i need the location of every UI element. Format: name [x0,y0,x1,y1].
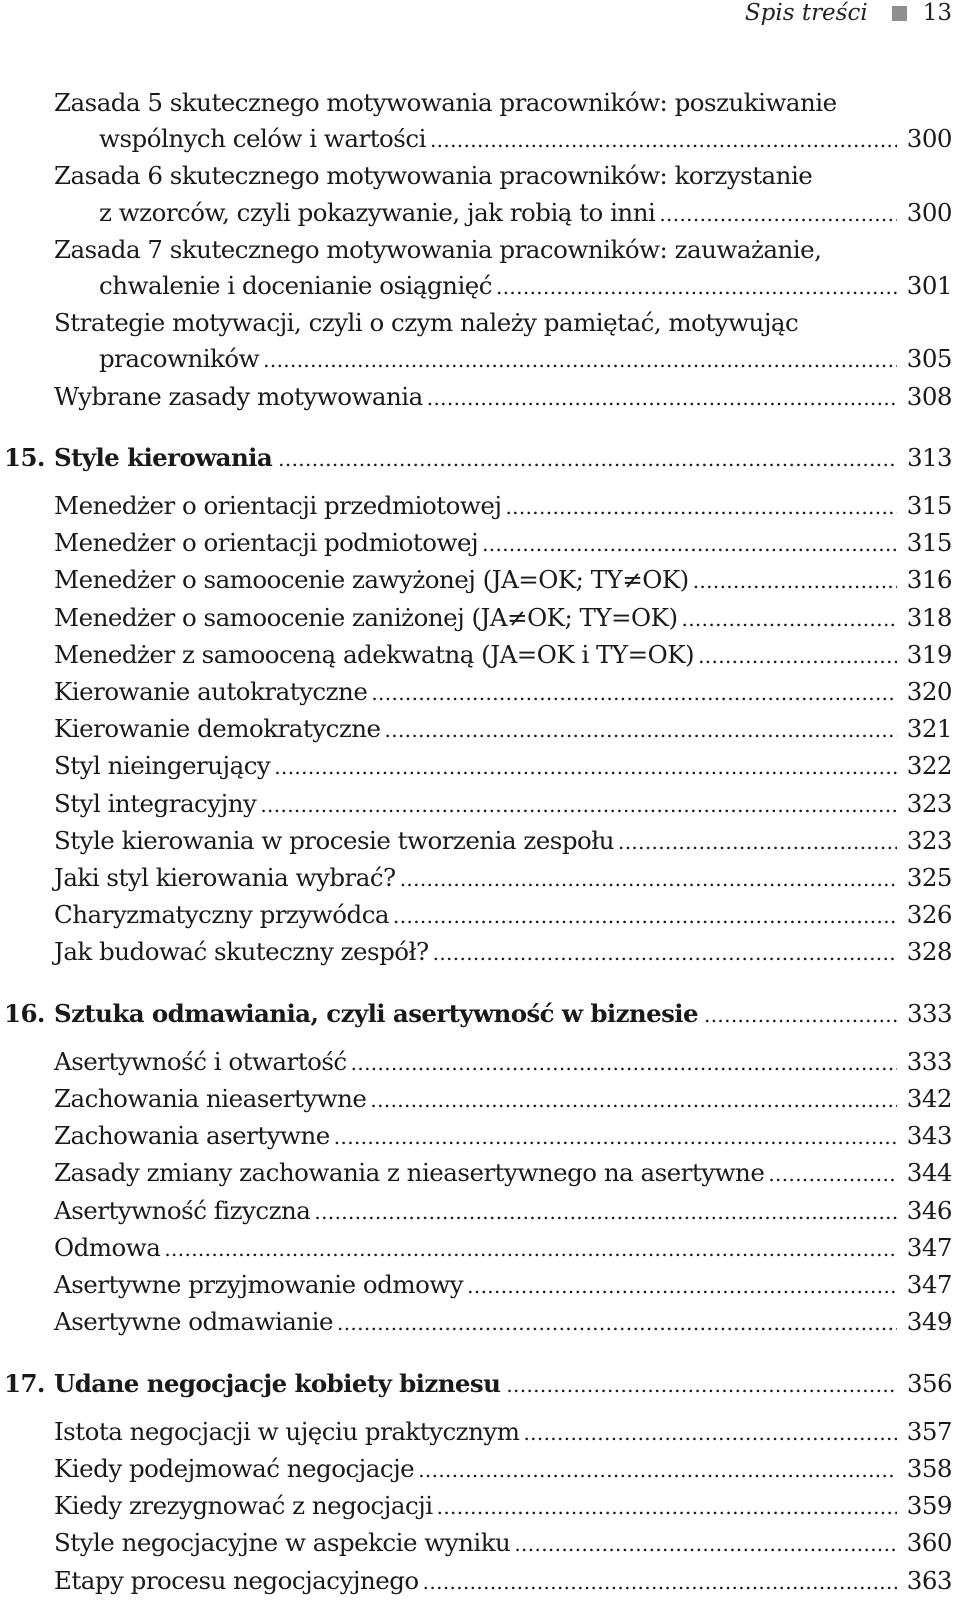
chapter-number: 17. [4,1368,45,1398]
toc-entry [54,1488,952,1525]
dot-leader [351,1044,897,1081]
toc-entry [54,1155,952,1192]
toc-entry [54,562,952,599]
entry-page-number: 343 [906,1121,952,1151]
entry-title: Style kierowania w procesie tworzenia zespołu [54,825,614,855]
toc-entry-line [54,488,952,525]
entry-title: Zasady zmiany zachowania z nieasertywnego na asertywne [54,1158,765,1188]
dot-leader [274,748,896,785]
entry-title: Kierowanie autokratyczne [54,677,368,707]
toc-entry [54,1563,952,1600]
dot-leader [400,860,897,897]
chapter-number: 16. [4,998,45,1028]
entry-page-number: 328 [906,937,952,967]
entry-title: Zasada 7 skutecznego motywowania pracowników: zauważanie, [54,234,822,264]
entry-title: Istota negocjacji w ujęciu praktycznym [54,1416,520,1446]
entry-page-number: 301 [906,271,952,301]
entry-page-number: 322 [906,751,952,781]
entry-title: Zasada 6 skutecznego motywowania pracowników: korzystanie [54,161,813,191]
toc-entry-continuation-line [54,341,952,378]
toc-entry-line [54,305,952,341]
entry-page-number: 357 [906,1416,952,1446]
toc-entry [54,748,952,785]
toc-entry-line [54,1155,952,1192]
toc-entry [54,637,952,674]
entry-title: Asertywność i otwartość [54,1046,347,1076]
toc-entry [54,305,952,378]
entry-title: Menedżer z samooceną adekwatną (JA=OK i TY=OK) [54,639,695,669]
toc-entry-line [54,379,952,416]
table-of-contents [0,85,960,1600]
entry-title: Asertywność fizyczna [54,1195,311,1225]
toc-entry-line [54,562,952,599]
toc-entry [54,379,952,416]
entry-title: Menedżer o samoocenie zawyżonej (JA=OK; TY≠OK) [54,565,689,595]
toc-entry-line [54,823,952,860]
toc-entry [54,232,952,305]
entry-page-number: 315 [906,528,952,558]
toc-entry [54,1230,952,1267]
entry-title: pracowników [99,344,260,374]
toc-entry [54,1414,952,1451]
entry-title: Wybrane zasady motywowania [54,381,423,411]
toc-entry-line [54,748,952,785]
toc-entry-line [54,897,952,934]
toc-entry-line [54,600,952,637]
toc-entry-line [54,1563,952,1600]
entry-page-number: 315 [906,491,952,521]
chapter-title: Sztuka odmawiania, czyli asertywność w biznesie [54,998,698,1028]
dot-leader [682,600,897,637]
entry-page-number: 358 [906,1453,952,1483]
toc-entry-line [54,1044,952,1081]
dot-leader [337,1304,897,1341]
entry-title: Menedżer o orientacji podmiotowej [54,528,479,558]
entry-page-number: 359 [906,1491,952,1521]
entry-title: Jak budować skuteczny zespół? [54,937,429,967]
toc-chapter-line [4,440,952,477]
toc-entry [54,1267,952,1304]
toc-entry [54,823,952,860]
entry-title: Odmowa [54,1232,161,1262]
toc-entry [54,934,952,971]
entry-page-number: 319 [906,639,952,669]
entry-title: Asertywne odmawianie [54,1307,333,1337]
entry-page-number: 320 [906,677,952,707]
chapter-title: Style kierowania [54,442,273,472]
entry-page-number: 344 [906,1158,952,1188]
toc-entry [54,1118,952,1155]
entry-title: Styl integracyjny [54,788,257,818]
running-header [745,0,952,26]
toc-entry-line [54,232,952,268]
toc-entry-line [54,525,952,562]
dot-leader [698,637,897,674]
entry-title: Zasada 5 skutecznego motywowania pracowników: poszukiwanie [54,88,837,117]
toc-entry [54,1193,952,1230]
entry-title: Menedżer o orientacji przedmiotowej [54,491,502,521]
toc-entry [54,85,952,158]
entry-title: Zachowania nieasertywne [54,1084,367,1114]
dot-leader [260,786,896,823]
entry-page-number: 342 [906,1084,952,1114]
dot-leader [334,1118,897,1155]
chapter-page-number: 313 [907,442,952,472]
toc-entry-line [54,674,952,711]
dot-leader [164,1230,896,1267]
toc-entry [54,860,952,897]
toc-entry-line [54,1525,952,1562]
entry-page-number: 308 [906,381,952,411]
entry-title: Kiedy zrezygnować z negocjacji [54,1491,433,1521]
toc-entry [54,1304,952,1341]
entry-page-number: 316 [906,565,952,595]
entry-page-number: 300 [906,197,952,227]
toc-entry [54,600,952,637]
running-header-page-number: 13 [922,0,952,26]
entry-title: Styl nieingerujący [54,751,271,781]
entry-page-number: 325 [906,863,952,893]
toc-entry [54,1451,952,1488]
entry-title: Kiedy podejmować negocjacje [54,1453,415,1483]
entry-title: z wzorców, czyli pokazywanie, jak robią to inni [99,197,656,227]
dot-leader [704,996,897,1033]
entry-title: Etapy procesu negocjacyjnego [54,1565,419,1595]
toc-entry-line [54,1193,952,1230]
dot-leader [427,379,897,416]
entry-title: Charyzmatyczny przywódca [54,900,390,930]
toc-entry [54,674,952,711]
entry-page-number: 326 [906,900,952,930]
dot-leader [467,1267,897,1304]
toc-entry-line [54,1118,952,1155]
dot-leader [278,440,897,477]
toc-chapter [4,996,952,1033]
dot-leader [618,823,897,860]
dot-leader [370,1081,896,1118]
dot-leader [433,934,897,971]
running-header-title: Spis treści [744,0,868,26]
toc-entry [54,1525,952,1562]
toc-entry-line [54,711,952,748]
dot-leader [263,341,897,378]
entry-title: Menedżer o samoocenie zaniżonej (JA≠OK; TY=OK) [54,602,678,632]
toc-entry [54,525,952,562]
chapter-title: Udane negocjacje kobiety biznesu [54,1368,501,1398]
entry-page-number: 360 [906,1528,952,1558]
dot-leader [693,562,897,599]
toc-entry [54,1044,952,1081]
entry-page-number: 300 [906,124,952,154]
entry-page-number: 363 [906,1565,952,1595]
toc-entry-line [54,85,952,121]
toc-entry-line [54,1451,952,1488]
toc-chapter [4,440,952,477]
dot-leader [482,525,897,562]
dot-leader [393,897,897,934]
dot-leader [496,268,897,305]
dot-leader [523,1414,896,1451]
dot-leader [418,1451,897,1488]
dot-leader [385,711,897,748]
toc-entry-line [54,1081,952,1118]
entry-title: Strategie motywacji, czyli o czym należy pamiętać, motywując [54,308,799,338]
chapter-page-number: 356 [907,1368,952,1398]
toc-entry-continuation-line [54,121,952,158]
toc-entry-line [54,860,952,897]
toc-entry [54,158,952,231]
toc-entry-line [54,1304,952,1341]
toc-entry-line [54,786,952,823]
toc-entry-continuation-line [54,268,952,305]
entry-title: Style negocjacyjne w aspekcie wyniku [54,1528,511,1558]
toc-entry [54,711,952,748]
entry-page-number: 305 [906,344,952,374]
toc-chapter-line [4,996,952,1033]
entry-page-number: 323 [906,788,952,818]
entry-page-number: 347 [906,1270,952,1300]
toc-entry-line [54,1267,952,1304]
entry-page-number: 333 [906,1046,952,1076]
dot-leader [423,1563,897,1600]
entry-page-number: 346 [906,1195,952,1225]
entry-title: wspólnych celów i wartości [99,124,426,154]
entry-page-number: 323 [906,825,952,855]
dot-leader [371,674,896,711]
toc-entry-line [54,637,952,674]
square-bullet-icon [892,6,907,21]
toc-entry-line [54,1488,952,1525]
entry-page-number: 318 [906,602,952,632]
entry-title: Kierowanie demokratyczne [54,714,381,744]
toc-entry [54,786,952,823]
entry-title: Jaki styl kierowania wybrać? [54,863,396,893]
toc-chapter-line [4,1366,952,1403]
entry-title: Zachowania asertywne [54,1121,330,1151]
dot-leader [437,1488,897,1525]
toc-entry-line [54,934,952,971]
toc-entry-line [54,158,952,194]
dot-leader [768,1155,896,1192]
dot-leader [514,1525,896,1562]
toc-entry [54,488,952,525]
chapter-number: 15. [4,442,45,472]
dot-leader [659,195,896,232]
chapter-page-number: 333 [907,998,952,1028]
entry-title: chwalenie i docenianie osiągnięć [99,271,492,301]
entry-page-number: 349 [906,1307,952,1337]
dot-leader [506,1366,897,1403]
dot-leader [505,488,896,525]
entry-page-number: 347 [906,1232,952,1262]
entry-title: Asertywne przyjmowanie odmowy [54,1270,464,1300]
toc-chapter [4,1366,952,1403]
toc-entry [54,897,952,934]
entry-page-number: 321 [906,714,952,744]
toc-entry-continuation-line [54,195,952,232]
toc-entry-line [54,1414,952,1451]
toc-entry-line [54,1230,952,1267]
toc-entry [54,1081,952,1118]
dot-leader [430,121,897,158]
dot-leader [314,1193,896,1230]
